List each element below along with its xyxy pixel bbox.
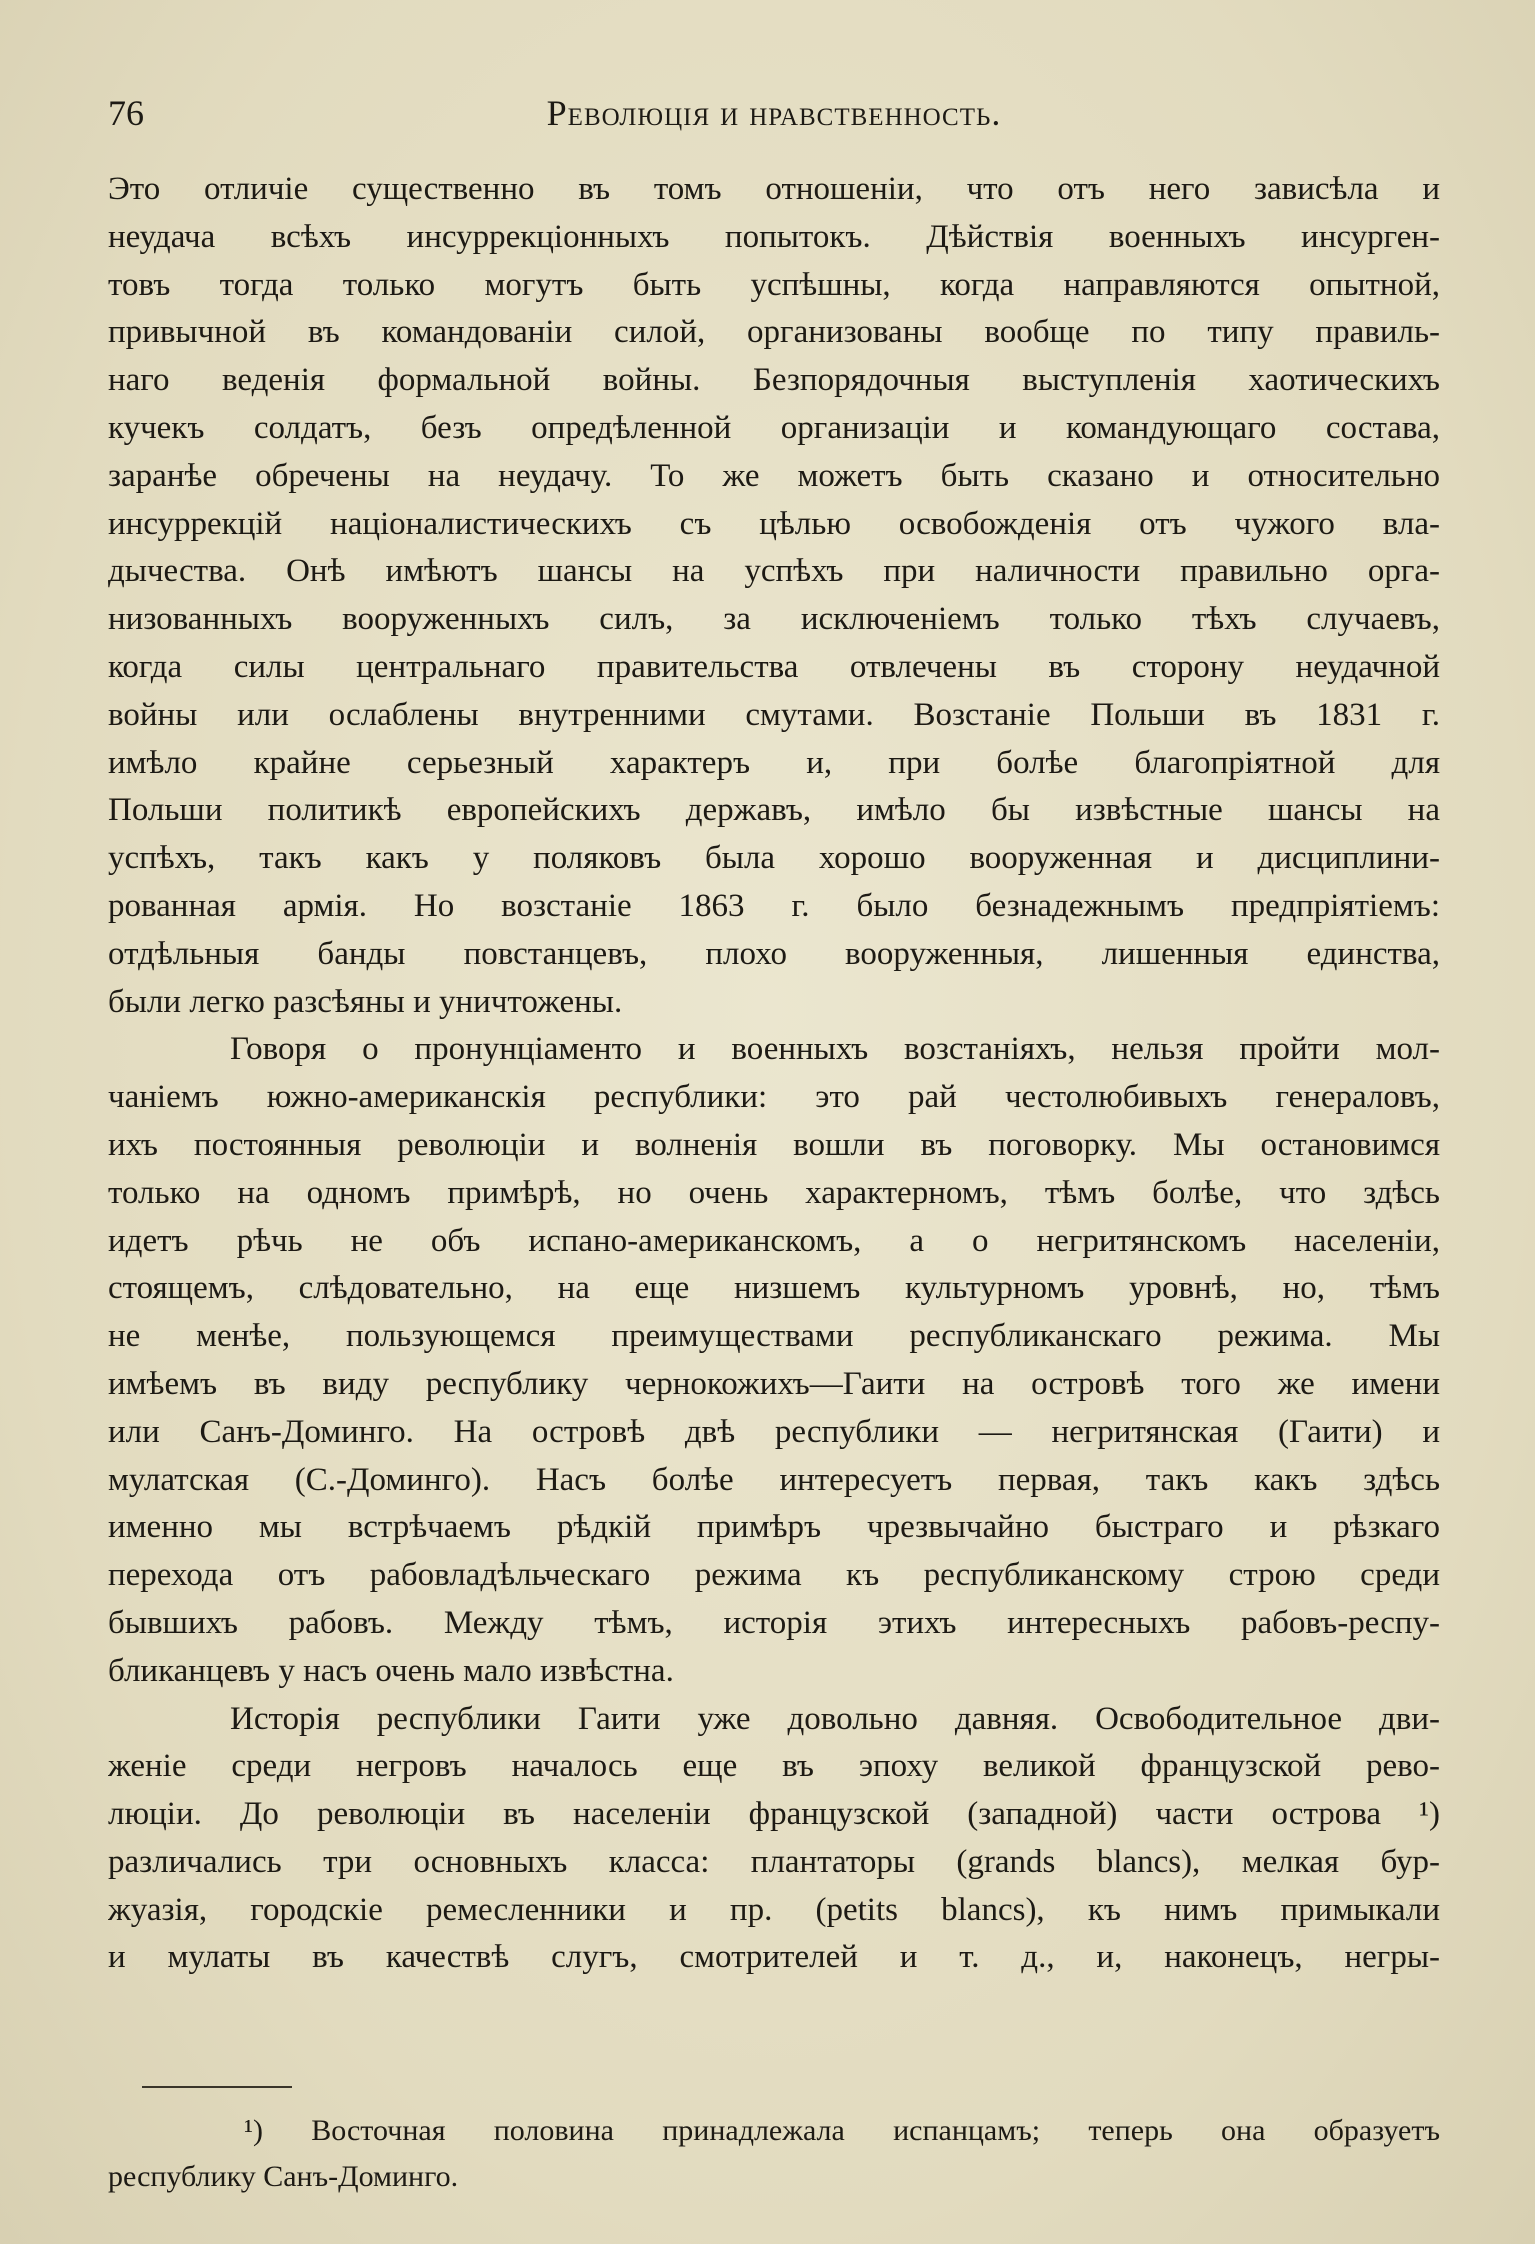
body-text — [108, 166, 1440, 1982]
text-line: войны или ослаблены внутренними смутами. Возстаніе Польши въ 1831 г. — [108, 696, 1440, 733]
text-line: только на одномъ примѣрѣ, но очень характерномъ, тѣмъ болѣе, что здѣсь — [108, 1174, 1440, 1211]
text-line: бывшихъ рабовъ. Между тѣмъ, исторія этихъ интересныхъ рабовъ-респу- — [108, 1604, 1440, 1641]
footnote-rule — [142, 2086, 292, 2088]
text-line: когда силы центральнаго правительства отвлечены въ сторону неудачной — [108, 648, 1440, 685]
footnote-line: ¹) Восточная половина принадлежала испанцамъ; теперь она образуетъ — [244, 2114, 1440, 2147]
text-line: ихъ постоянныя революціи и волненія вошли въ поговорку. Мы остановимся — [108, 1126, 1440, 1163]
text-line: люціи. До революціи въ населеніи французской (западной) части острова ¹) — [108, 1796, 1440, 1833]
text-line: Исторія республики Гаити уже довольно давняя. Освободительное дви- — [230, 1700, 1440, 1737]
text-line: заранѣе обречены на неудачу. То же можетъ быть сказано и относительно — [108, 457, 1440, 494]
text-line: жуазія, городскіе ремесленники и пр. (petits blancs), къ нимъ примыкали — [108, 1891, 1440, 1928]
text-line: женіе среди негровъ началось еще въ эпоху великой французской рево- — [108, 1748, 1440, 1785]
text-line: мулатская (С.-Доминго). Насъ болѣе интересуетъ первая, такъ какъ здѣсь — [108, 1461, 1440, 1498]
text-line: низованныхъ вооруженныхъ силъ, за исключеніемъ только тѣхъ случаевъ, — [108, 601, 1440, 638]
text-line: перехода отъ рабовладѣльческаго режима къ республиканскому строю среди — [108, 1557, 1440, 1594]
text-line: успѣхъ, такъ какъ у поляковъ была хорошо вооруженная и дисциплини- — [108, 840, 1440, 877]
text-line: именно мы встрѣчаемъ рѣдкій примѣръ чрезвычайно быстраго и рѣзкаго — [108, 1509, 1440, 1546]
text-line: Это отличіе существенно въ томъ отношеніи, что отъ него зависѣла и — [108, 171, 1440, 207]
text-line: инсуррекцій націоналистическихъ съ цѣлью освобожденія отъ чужого вла- — [108, 505, 1440, 542]
text-line: имѣло крайне серьезный характеръ и, при болѣе благопріятной для — [108, 744, 1440, 781]
footnotes — [108, 2108, 1440, 2200]
text-line: отдѣльныя банды повстанцевъ, плохо вооруженныя, лишенныя единства, — [108, 935, 1440, 972]
text-line: и мулаты въ качествѣ слугъ, смотрителей и т. д., и, наконецъ, негры- — [108, 1939, 1440, 1976]
page-header — [108, 92, 1440, 140]
text-line: или Санъ-Доминго. На островѣ двѣ республики — негритянская (Гаити) и — [108, 1413, 1440, 1450]
text-line: бликанцевъ у насъ очень мало извѣстна. — [108, 1652, 674, 1689]
page-number: 76 — [108, 93, 144, 133]
text-line: различались три основныхъ класса: плантаторы (grands blancs), мелкая бур- — [108, 1843, 1440, 1880]
text-line: кучекъ солдатъ, безъ опредѣленной организаціи и командующаго состава, — [108, 409, 1440, 446]
text-line: были легко разсѣяны и уничтожены. — [108, 983, 623, 1020]
text-line: дычества. Онѣ имѣютъ шансы на успѣхъ при наличности правильно орга- — [108, 553, 1440, 590]
text-line: привычной въ командованіи силой, организованы вообще по типу правиль- — [108, 314, 1440, 351]
text-line: стоящемъ, слѣдовательно, на еще низшемъ культурномъ уровнѣ, но, тѣмъ — [108, 1270, 1440, 1307]
text-line: товъ тогда только могутъ быть успѣшны, когда направляются опытной, — [108, 266, 1440, 303]
text-line: неудача всѣхъ инсуррекціонныхъ попытокъ. Дѣйствія военныхъ инсурген- — [108, 218, 1440, 255]
footnote-line: республику Санъ-Доминго. — [108, 2160, 459, 2193]
text-line: Говоря о пронунціаменто и военныхъ возстаніяхъ, нельзя пройти мол- — [230, 1031, 1440, 1068]
text-line: имѣемъ въ виду республику чернокожихъ—Гаити на островѣ того же имени — [108, 1365, 1440, 1402]
text-line: рованная армія. Но возстаніе 1863 г. было безнадежнымъ предпріятіемъ: — [108, 887, 1440, 924]
text-line: чаніемъ южно-американскія республики: это рай честолюбивыхъ генераловъ, — [108, 1079, 1440, 1116]
running-title: Революція и нравственность. — [546, 93, 1002, 133]
text-line: не менѣе, пользующемся преимуществами республиканскаго режима. Мы — [108, 1318, 1440, 1355]
text-line: идетъ рѣчь не объ испано-американскомъ, а о негритянскомъ населеніи, — [108, 1222, 1440, 1259]
text-line: Польши политикѣ европейскихъ державъ, имѣло бы извѣстные шансы на — [108, 792, 1440, 829]
text-line: наго веденія формальной войны. Безпорядочныя выступленія хаотическихъ — [108, 362, 1440, 399]
